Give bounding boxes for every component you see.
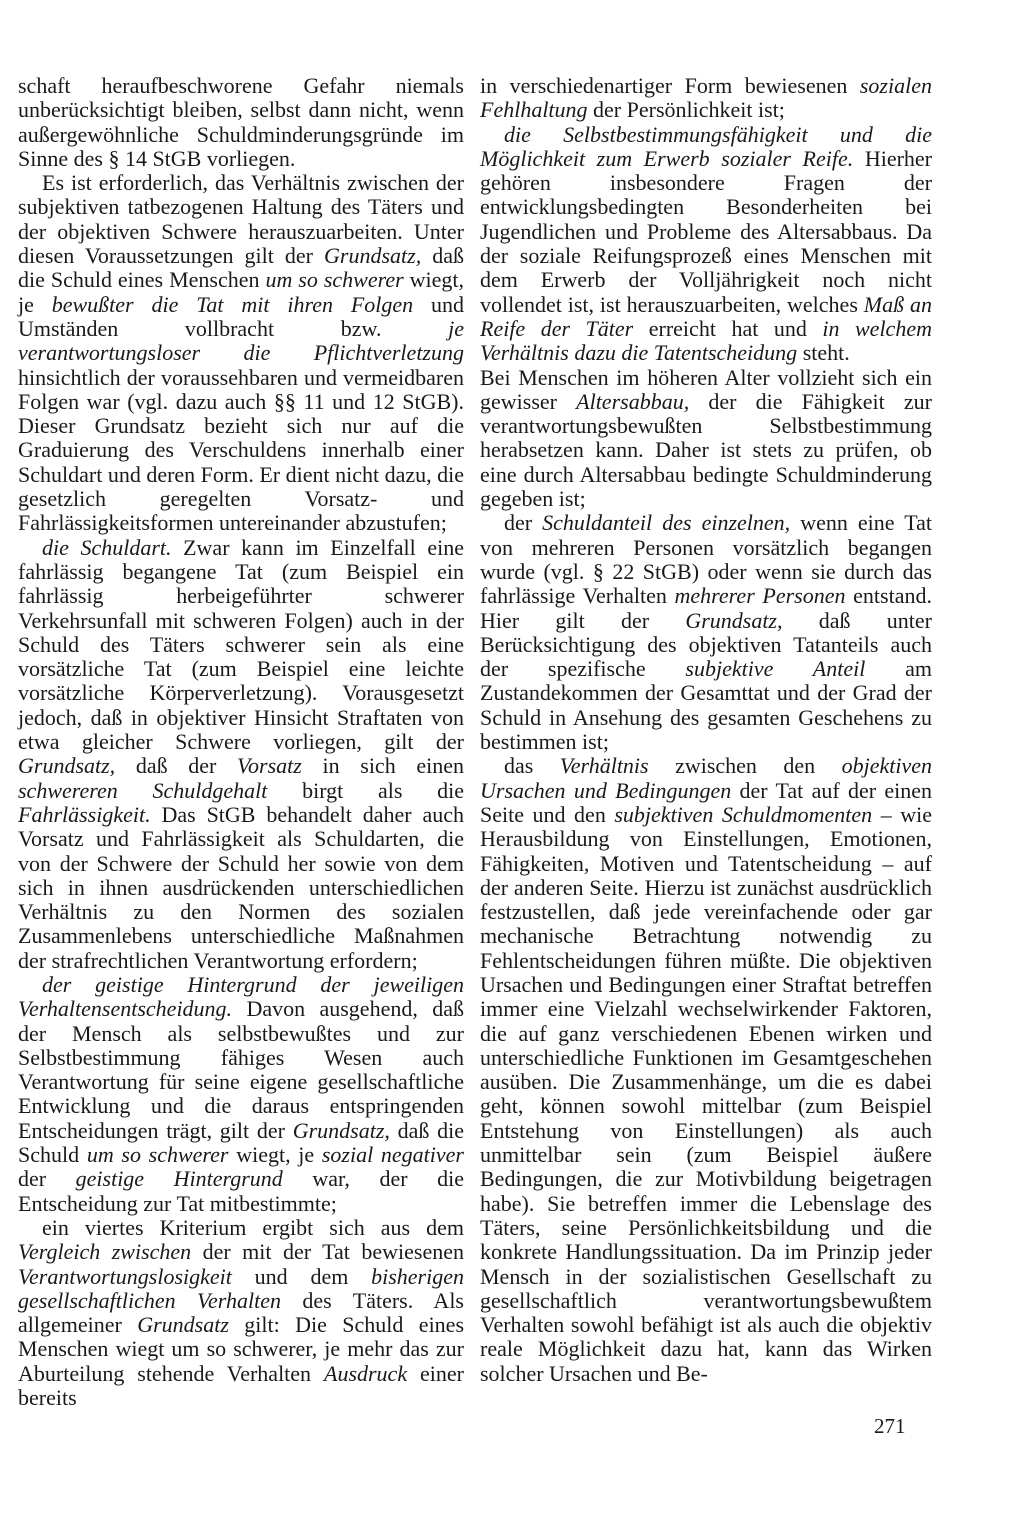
emphasis-text: sozialen Fehlhaltung (480, 73, 932, 123)
emphasis-text: schwereren Schuldgehalt (18, 777, 268, 803)
body-text: wiegt, je (228, 1142, 322, 1168)
emphasis-text: um so schwerer (86, 1142, 229, 1168)
paragraph (18, 973, 464, 1216)
emphasis-text: Schuldanteil des einzelnen, (542, 510, 791, 536)
body-text: in sich einen (301, 753, 464, 779)
paragraph (480, 511, 932, 754)
body-text: Das StGB behandelt daher auch Vorsatz und Fahrlässigkeit als Schuldarten, die von der Schwere der Schuld her sowie von dem sich in ihnen ausdrückenden unterschiedlichen Verhältnis zu den Normen des sozialen Zusammenlebens unterschiedliche Maßnahmen der strafrechtlichen Verantwortung erfordern; (18, 801, 464, 973)
paragraph (480, 366, 932, 512)
emphasis-text: bewußter die Tat mit ihren Folgen (51, 291, 414, 317)
body-text: daß die Schuld (18, 1117, 464, 1168)
emphasis-text: Grundsatz, (324, 243, 422, 269)
emphasis-text: Ausdruck (324, 1360, 408, 1386)
body-text: war, der die Entscheidung zur Tat mitbestimmte; (18, 1166, 464, 1216)
emphasis-text: geistige Hintergrund (75, 1166, 283, 1192)
emphasis-text: subjektiven Schuldmomenten (614, 801, 873, 827)
body-text: entstand. Hier gilt der (480, 583, 932, 633)
emphasis-text: die Schuldart. (42, 534, 172, 560)
body-text: zwischen den (648, 753, 842, 779)
emphasis-text: subjektive Anteil (685, 656, 866, 682)
emphasis-text: der geistige Hintergrund der jeweiligen Verhaltensentscheidung. (18, 971, 464, 1022)
emphasis-text: je verantwortungsloser die Pflichtverletzung (18, 315, 464, 366)
right-text-column (480, 74, 932, 1386)
paragraph (480, 754, 932, 1386)
emphasis-text: Grundsatz, (685, 607, 783, 633)
body-text: ein viertes Kriterium ergibt sich aus dem (42, 1214, 464, 1240)
body-text: Es ist erforderlich, das Verhältnis zwischen der subjektiven tatbezogenen Haltung des Täters und der objektiven Schwere herauszuarbeiten. Unter diesen Voraussetzungen gilt der (18, 170, 464, 269)
body-text: Zwar kann im Einzelfall eine fahrlässig begangene Tat (zum Beispiel ein fahrlässig herbeigeführter schwerer Verkehrsunfall mit schweren Folgen) auch in der Schuld des Täters schwerer sein als eine vorsätzliche Tat (zum Beispiel eine leichte vorsätzliche Körperverletzung). Vorausgesetzt jedoch, daß in objektiver Hinsicht Straftaten von etwa gleicher Schwere vorliegen, gilt der (18, 534, 464, 755)
body-text: am Zustandekommen der Gesamttat und der Grad der Schuld in Ansehung des gesamten Geschehens zu bestimmen ist; (480, 656, 932, 755)
body-text: schaft heraufbeschworene Gefahr niemals unberücksichtigt bleiben, selbst dann nicht, wenn außergewöhnliche Schuldminderungsgründe im Sinne des § 14 StGB vorliegen. (18, 73, 464, 171)
body-text: – wie Herausbildung von Einstellungen, Emotionen, Fähigkeiten, Motiven und Tatentscheidung – auf der anderen Seite. Hierzu ist zunächst ausdrücklich festzustellen, daß jede vereinfachende oder gar mechanische Betrachtung notwendig zu Fehlentscheidungen führen müßte. Die objektiven Ursachen und Bedingungen einer Straftat betreffen immer eine Vielzahl wechselwirkender Faktoren, die auf ganz verschiedenen Ebenen wirken und unterschiedliche Funktionen im Gesamtgeschehen ausüben. Die Zusammenhänge, um die es dabei geht, können sowohl mittelbar (zum Beispiel Entstehung von Einstellungen) als auch unmittelbar sein (zum Beispiel äußere Bedingungen, die zur Motivbildung beigetragen habe). Sie betreffen immer die Lebenslage des Täters, seine Persönlichkeitsbildung und die konkrete Handlungssituation. Da im Prinzip jeder Mensch in der sozialistischen Gesellschaft zu gesellschaftlich verantwortungsbewußtem Verhalten sowohl befähigt ist als auch die objektiv reale Möglichkeit dazu hat, kann das Wirken solcher Ursachen und Be- (480, 801, 932, 1386)
body-text: wiegt, je (18, 267, 464, 317)
body-text: der (18, 1166, 76, 1192)
emphasis-text: in welchem Verhältnis dazu die Tatentscheidung (480, 315, 932, 366)
body-text: einer bereits (18, 1360, 464, 1411)
emphasis-text: mehrerer Personen (674, 583, 846, 609)
emphasis-text: um so schwerer (265, 267, 404, 293)
body-text: der Persönlichkeit ist; (587, 97, 785, 123)
paragraph (18, 171, 464, 535)
paragraph (480, 74, 932, 123)
body-text: Hierher gehören insbesondere Fragen der entwicklungsbedingten Besonderheiten bei Jugendlichen und Probleme des Altersabbaus. Da der soziale Reifungsprozeß eines Menschen mit dem Erwerb der Volljährigkeit noch nicht vollendet ist, ist herauszuarbeiten, welches (480, 145, 933, 317)
body-text: gilt: Die Schuld eines Menschen wiegt um so schwerer, je mehr das zur Aburteilung stehende Verhalten (18, 1312, 465, 1386)
emphasis-text: bisherigen gesellschaftlichen Verhalten (18, 1263, 464, 1313)
page-number: 271 (874, 1414, 906, 1438)
emphasis-text: Vergleich zwischen (18, 1239, 192, 1265)
paragraph (18, 1216, 464, 1410)
body-text: wenn eine Tat von mehreren Personen vorsätzlich begangen wurde (vgl. § 22 StGB) oder wenn sie durch das fahrlässige Verhalten (480, 510, 932, 609)
emphasis-text: Altersabbau, (576, 388, 690, 414)
body-text: in verschiedenartiger Form bewiesenen (480, 73, 860, 98)
body-text: der die Fähigkeit zur verantwortungsbewußten Selbstbestimmung herabsetzen kann. Daher ist stets zu prüfen, ob eine durch Altersabbau bedingte Schuldminderung gegeben ist; (480, 388, 932, 512)
paragraph (480, 123, 932, 366)
body-text: der mit der Tat bewiesenen (191, 1239, 464, 1265)
left-text-column (18, 74, 464, 1410)
body-text: steht. (797, 340, 850, 366)
emphasis-text: Verantwortungslosigkeit (18, 1263, 232, 1289)
emphasis-text: Fahrlässigkeit. (18, 801, 151, 827)
emphasis-text: Grundsatz (137, 1312, 229, 1338)
body-text: daß unter Berücksichtigung des objektiven Tatanteils auch der spezifische (480, 607, 932, 682)
emphasis-text: objektiven Ursachen und Bedingungen (480, 753, 932, 803)
body-text: das (504, 753, 560, 779)
body-text: daß der (115, 753, 238, 779)
body-text: der Tat auf der einen Seite und den (480, 777, 932, 827)
body-text: und Umständen vollbracht bzw. (18, 291, 464, 341)
body-text: birgt als die (267, 777, 464, 803)
body-text: hinsichtlich der voraussehbaren und vermeidbaren Folgen war (vgl. dazu auch §§ 11 und 12 StGB). Dieser Grundsatz bezieht sich nur auf die Graduierung des Verschuldens innerhalb einer Schuldart und deren Form. Er dient nicht dazu, die gesetzlich geregelten Vorsatz- und Fahrlässigkeitsformen untereinander abzustufen; (18, 364, 464, 536)
emphasis-text: Verhältnis (559, 753, 649, 779)
body-text: und dem (231, 1263, 372, 1289)
paragraph (18, 536, 464, 973)
emphasis-text: Vorsatz (237, 753, 302, 779)
paragraph (18, 74, 464, 171)
body-text: der (504, 510, 543, 536)
emphasis-text: sozial negativer (321, 1142, 464, 1168)
body-text: des Täters. Als allgemeiner (18, 1287, 464, 1338)
emphasis-text: Grundsatz, (292, 1117, 390, 1143)
body-text: erreicht hat und (633, 315, 823, 341)
emphasis-text: die Selbstbestimmungsfähigkeit und die Möglichkeit zum Erwerb sozialer Reife. (480, 121, 932, 171)
body-text: Bei Menschen im höheren Alter vollzieht sich ein gewisser (480, 364, 932, 414)
emphasis-text: Grundsatz, (18, 753, 116, 779)
body-text: Davon ausgehend, daß der Mensch als selbstbewußtes und zur Selbstbestimmung fähiges Wesen auch Verantwortung für seine eigene gesellschaftliche Entwicklung und die daraus entspringenden Entscheidungen trägt, gilt der (18, 996, 464, 1143)
emphasis-text: Maß an Reife der Täter (480, 291, 932, 341)
body-text: daß die Schuld eines Menschen (18, 243, 465, 293)
